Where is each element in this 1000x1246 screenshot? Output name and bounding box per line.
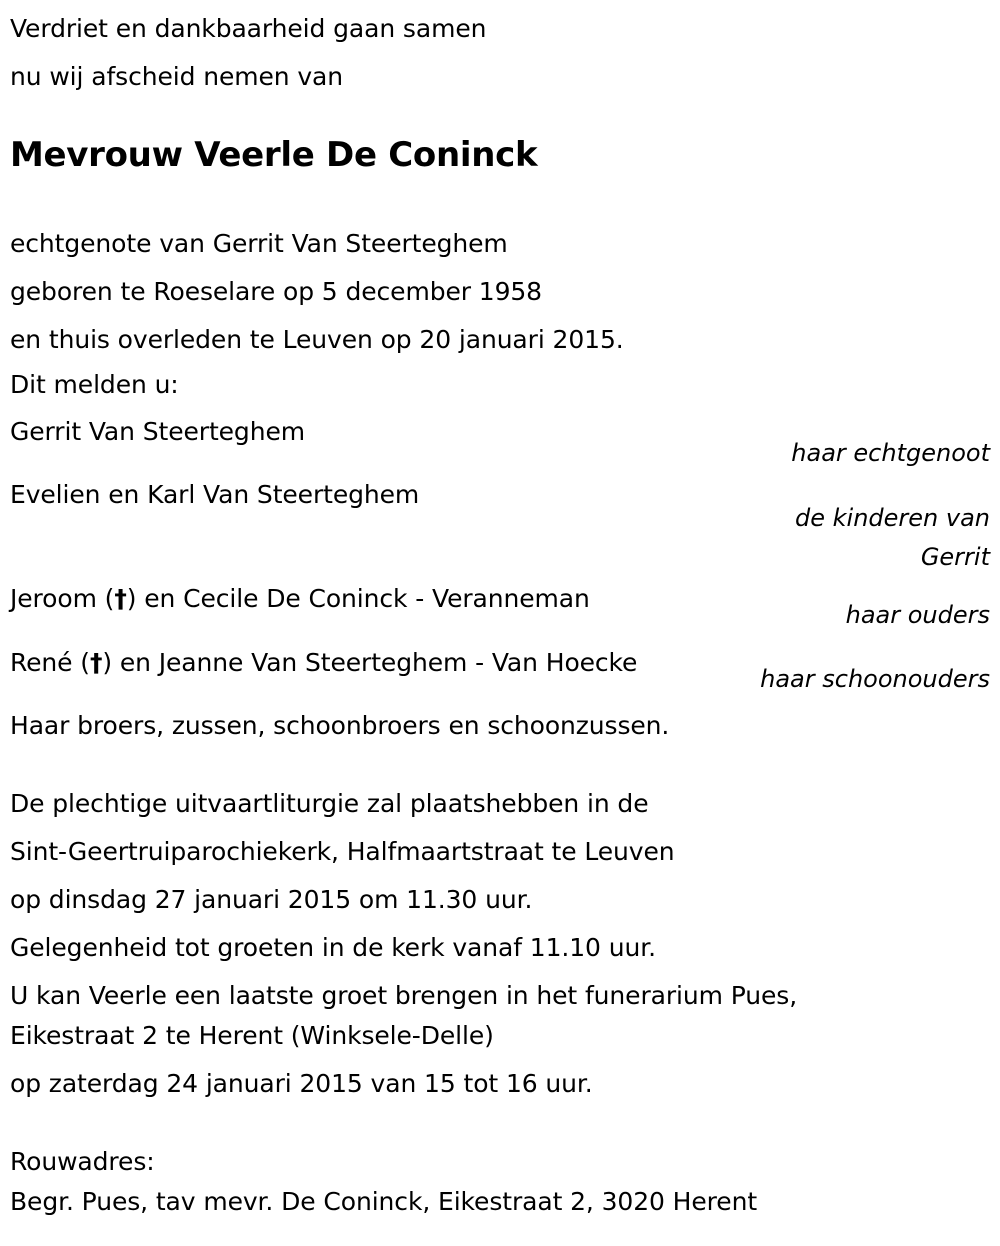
service-line-4: Gelegenheid tot groeten in de kerk vanaf 11.10 uur. bbox=[10, 933, 656, 962]
announcement-heading: Dit melden u: bbox=[10, 370, 179, 399]
intro-line-1: Verdriet en dankbaarheid gaan samen bbox=[10, 14, 487, 43]
family-inlaws-name bbox=[10, 648, 637, 678]
condolence-heading: Rouwadres: bbox=[10, 1147, 155, 1176]
birth-line: geboren te Roeselare op 5 december 1958 bbox=[10, 277, 542, 306]
family-children-label-line-2: Gerrit bbox=[920, 543, 990, 571]
dagger-icon-parents: † bbox=[114, 584, 127, 613]
visitation-line-2: Eikestraat 2 te Herent (Winksele-Delle) bbox=[10, 1021, 494, 1050]
dagger-icon-inlaws: † bbox=[89, 648, 103, 677]
death-line: en thuis overleden te Leuven op 20 januari 2015. bbox=[10, 325, 624, 354]
deceased-name: Mevrouw Veerle De Coninck bbox=[10, 135, 538, 175]
family-parents-name bbox=[10, 584, 590, 614]
family-children-label-line-1: de kinderen van bbox=[795, 504, 990, 532]
family-parents-label: haar ouders bbox=[845, 601, 990, 629]
service-line-2: Sint-Geertruiparochiekerk, Halfmaartstraat te Leuven bbox=[10, 837, 675, 866]
family-inlaws-label: haar schoonouders bbox=[760, 665, 990, 693]
family-inlaws-name-post: ) en Jeanne Van Steerteghem - Van Hoecke bbox=[102, 648, 638, 677]
family-inlaws-name-pre: René ( bbox=[10, 648, 90, 677]
service-line-1: De plechtige uitvaartliturgie zal plaatshebben in de bbox=[10, 789, 649, 818]
visitation-line-3: op zaterdag 24 januari 2015 van 15 tot 16 uur. bbox=[10, 1069, 593, 1098]
condolence-address: Begr. Pues, tav mevr. De Coninck, Eikestraat 2, 3020 Herent bbox=[10, 1187, 758, 1216]
family-parents-name-post: ) en Cecile De Coninck - Veranneman bbox=[126, 584, 590, 613]
spouse-of-line: echtgenote van Gerrit Van Steerteghem bbox=[10, 229, 508, 258]
intro-line-2: nu wij afscheid nemen van bbox=[10, 62, 344, 91]
service-line-3: op dinsdag 27 januari 2015 om 11.30 uur. bbox=[10, 885, 533, 914]
family-children-name: Evelien en Karl Van Steerteghem bbox=[10, 480, 420, 509]
family-spouse-label: haar echtgenoot bbox=[791, 439, 990, 467]
family-siblings-line: Haar broers, zussen, schoonbroers en schoonzussen. bbox=[10, 711, 670, 740]
family-parents-name-pre: Jeroom ( bbox=[10, 584, 115, 613]
visitation-line-1: U kan Veerle een laatste groet brengen in het funerarium Pues, bbox=[10, 981, 798, 1010]
family-spouse-name: Gerrit Van Steerteghem bbox=[10, 417, 305, 446]
